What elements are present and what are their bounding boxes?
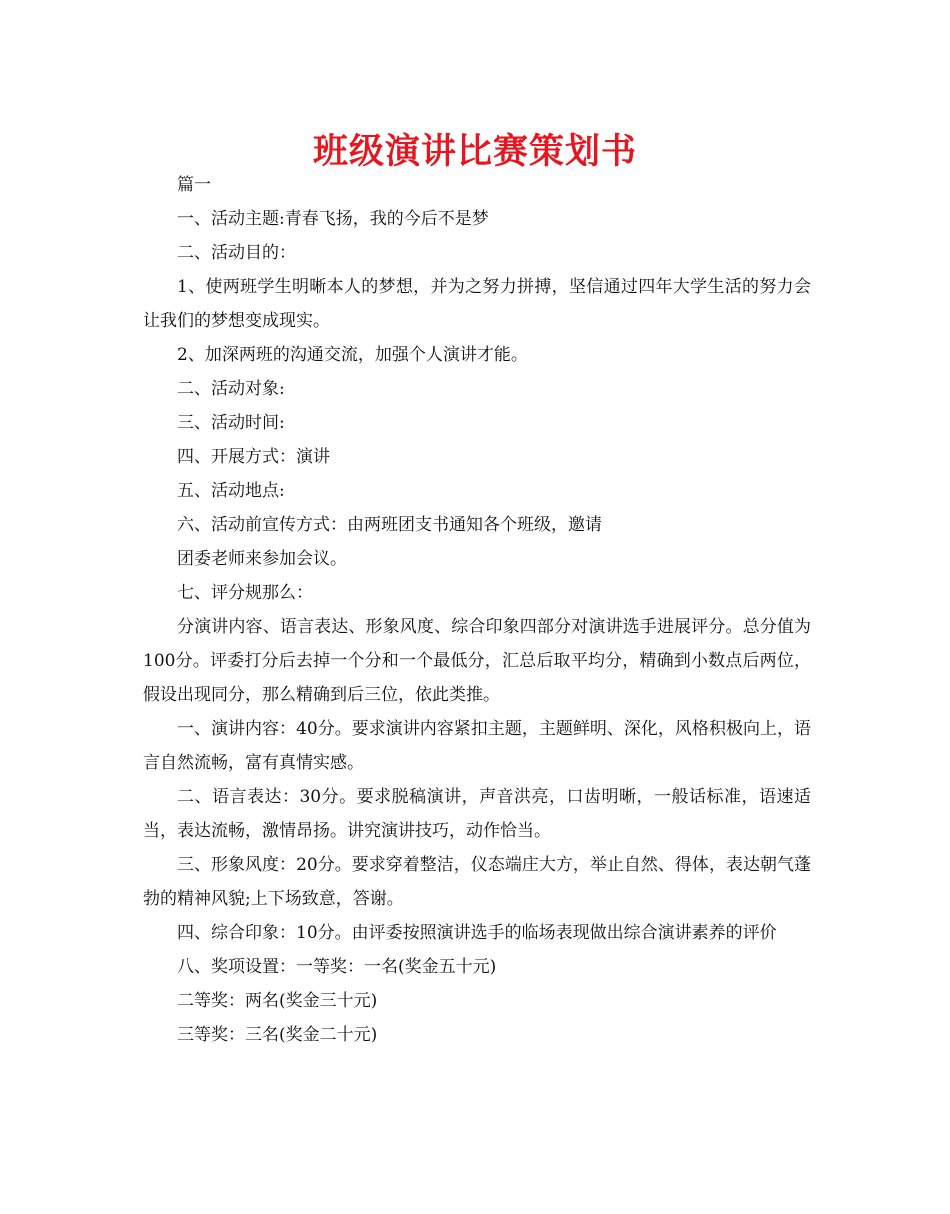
paragraph-second-prize: 二等奖：两名(奖金三十元) (177, 991, 378, 1011)
paragraph-third-prize: 三等奖：三名(奖金二十元) (177, 1025, 378, 1045)
paragraph-scoring-rules: 七、评分规那么： (177, 583, 313, 603)
paragraph-purpose-2: 2、加深两班的沟通交流，加强个人演讲才能。 (177, 345, 528, 365)
paragraph-promotion: 六、活动前宣传方式：由两班团支书通知各个班级，邀请 (177, 515, 602, 535)
paragraph-score-impression: 四、综合印象：10分。由评委按照演讲选手的临场表现做出综合演讲素养的评价 (177, 923, 777, 943)
paragraph-score-appearance: 三、形象风度：20分。要求穿着整洁，仪态端庄大方，举止自然、得体，表达朝气蓬勃的精神风貌;上下场致意，答谢。 (143, 855, 811, 909)
paragraph-scoring-overview: 分演讲内容、语言表达、形象风度、综合印象四部分对演讲选手进展评分。总分值为100分。评委打分后去掉一个分和一个最低分，汇总后取平均分，精确到小数点后两位，假设出现同分，那么精确到后三位，依此类推。 (143, 617, 811, 705)
document-title: 班级演讲比赛策划书 (312, 132, 637, 172)
paragraph-promotion-cont: 团委老师来参加会议。 (177, 549, 347, 569)
paragraph-activity-theme: 一、活动主题:青春飞扬，我的今后不是梦 (177, 209, 489, 229)
paragraph-purpose-1: 1、使两班学生明晰本人的梦想，并为之努力拼搏，坚信通过四年大学生活的努力会让我们的梦想变成现实。 (143, 277, 811, 331)
paragraph-activity-format: 四、开展方式：演讲 (177, 447, 330, 467)
paragraph-section-label: 篇一 (177, 175, 211, 195)
paragraph-activity-purpose: 二、活动目的： (177, 243, 296, 263)
paragraph-score-content: 一、演讲内容：40分。要求演讲内容紧扣主题，主题鲜明、深化，风格积极向上，语言自然流畅，富有真情实感。 (143, 719, 811, 773)
paragraph-activity-target: 二、活动对象: (177, 379, 285, 399)
paragraph-activity-time: 三、活动时间: (177, 413, 285, 433)
paragraph-activity-location: 五、活动地点: (177, 481, 285, 501)
paragraph-awards: 八、奖项设置：一等奖：一名(奖金五十元) (177, 957, 497, 977)
document-body (143, 168, 811, 1052)
paragraph-score-language: 二、语言表达：30分。要求脱稿演讲，声音洪亮，口齿明晰，一般话标准，语速适当，表达流畅，激情昂扬。讲究演讲技巧，动作恰当。 (143, 787, 811, 841)
